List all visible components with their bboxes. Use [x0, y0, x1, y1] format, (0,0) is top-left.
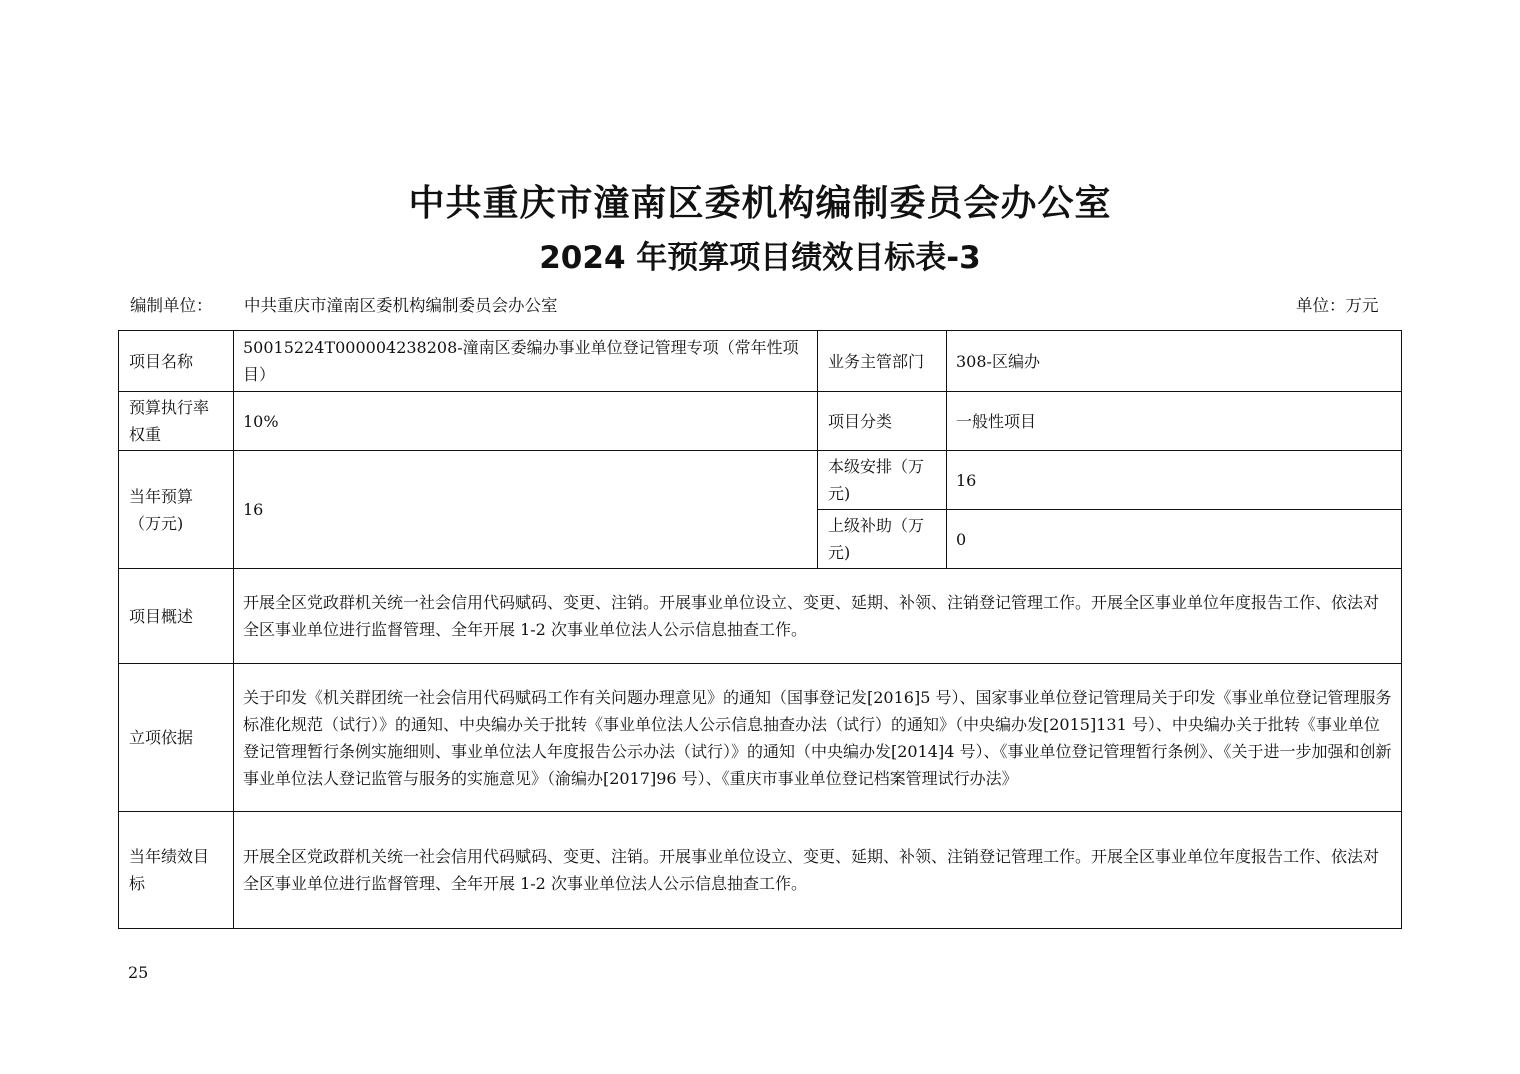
document-subtitle: 2024 年预算项目绩效目标表-3: [539, 240, 981, 276]
annual-goal-label: 当年绩效目标: [119, 812, 234, 929]
performance-table: [118, 330, 1402, 929]
table-row: [119, 812, 1402, 929]
category-value: 一般性项目: [947, 392, 1402, 451]
upper-subsidy-label: 上级补助（万元): [818, 510, 947, 569]
table-row: [119, 569, 1402, 664]
weight-label: 预算执行率权重: [119, 392, 234, 451]
basis-value: 关于印发《机关群团统一社会信用代码赋码工作有关问题办理意见》的通知（国事登记发[2016]5 号）、国家事业单位登记管理局关于印发《事业单位登记管理服务标准化规范（试行）》的通知、中央编办关于批转《事业单位法人公示信息抽查办法（试行）的通知》（中央编办发[2015]131 号）、中央编办关于批转《事业单位登记管理暂行条例实施细则、事业单位法人年度报告公示办法（试行）》的通知（中央编办发[2014]4 号）、《事业单位登记管理暂行条例》、《关于进一步加强和创新事业单位法人登记监管与服务的实施意见》（渝编办[2017]96 号）、《重庆市事业单位登记档案管理试行办法》: [234, 664, 1402, 812]
table-row: [119, 451, 1402, 510]
budget-value: 16: [234, 451, 818, 569]
annual-goal-value: 开展全区党政群机关统一社会信用代码赋码、变更、注销。开展事业单位设立、变更、延期、补领、注销登记管理工作。开展全区事业单位年度报告工作、依法对全区事业单位进行监督管理、全年开展 1-2 次事业单位法人公示信息抽查工作。: [234, 812, 1402, 929]
overview-label: 项目概述: [119, 569, 234, 664]
weight-value: 10%: [234, 392, 818, 451]
compiling-unit-value: 中共重庆市潼南区委机构编制委员会办公室: [244, 296, 558, 315]
table-row: [119, 331, 1402, 392]
project-name-label: 项目名称: [119, 331, 234, 392]
currency-unit: 单位：万元: [1296, 296, 1379, 315]
table-row: [119, 392, 1402, 451]
table-row: [119, 664, 1402, 812]
category-label: 项目分类: [818, 392, 947, 451]
basis-label: 立项依据: [119, 664, 234, 812]
local-arrangement-value: 16: [947, 451, 1402, 510]
compiling-unit-label: 编制单位：: [130, 296, 213, 315]
dept-value: 308-区编办: [947, 331, 1402, 392]
document-title: 中共重庆市潼南区委机构编制委员会办公室: [408, 183, 1112, 224]
project-name-value: 50015224T000004238208-潼南区委编办事业单位登记管理专项（常年性项目）: [234, 331, 818, 392]
upper-subsidy-value: 0: [947, 510, 1402, 569]
local-arrangement-label: 本级安排（万元): [818, 451, 947, 510]
dept-label: 业务主管部门: [818, 331, 947, 392]
page-number: 25: [128, 963, 149, 982]
overview-value: 开展全区党政群机关统一社会信用代码赋码、变更、注销。开展事业单位设立、变更、延期、补领、注销登记管理工作。开展全区事业单位年度报告工作、依法对全区事业单位进行监督管理、全年开展 1-2 次事业单位法人公示信息抽查工作。: [234, 569, 1402, 664]
budget-label: 当年预算（万元): [119, 451, 234, 569]
